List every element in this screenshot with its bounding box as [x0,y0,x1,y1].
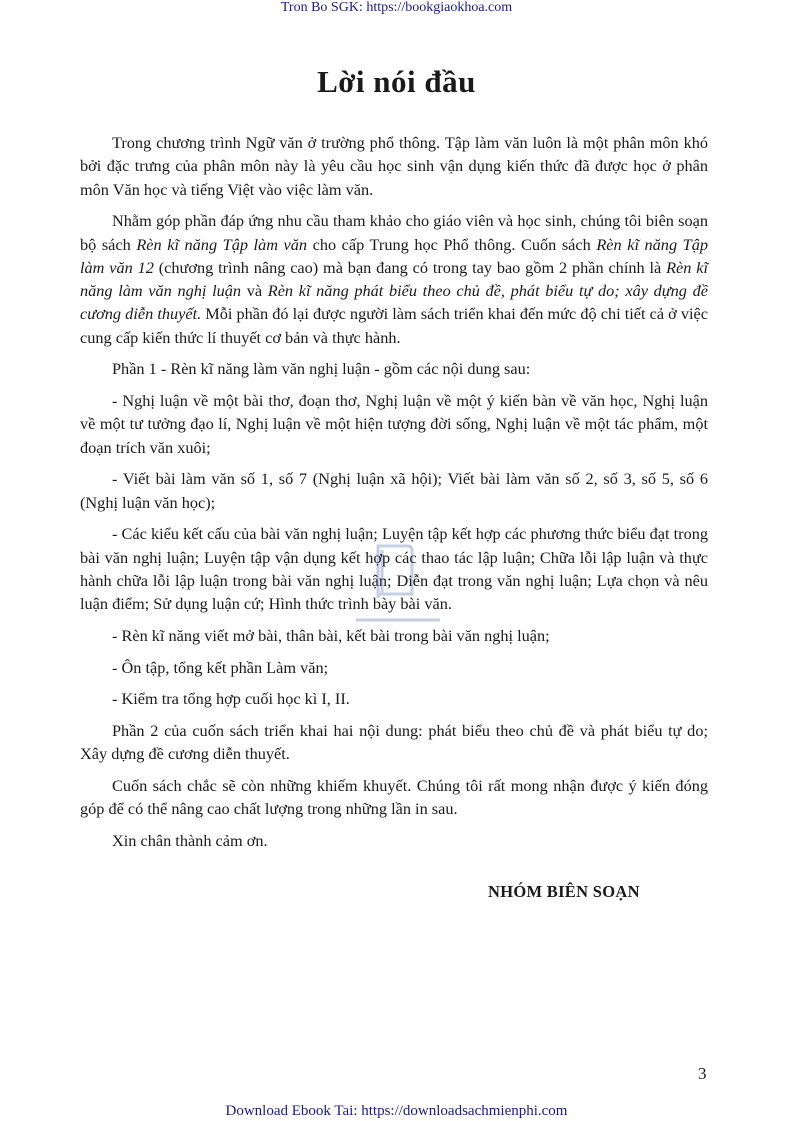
paragraph-part-two: Phần 2 của cuốn sách triển khai hai nội dung: phát biểu theo chủ đề và phát biểu tự do; Xây dựng đề cương diễn thuyết. [80,721,708,764]
header-download-link[interactable]: Tron Bo SGK: https://bookgiaokhoa.com [280,0,513,15]
paragraph-closing: Cuốn sách chắc sẽ còn những khiếm khuyết. Chúng tôi rất mong nhận được ý kiến đóng góp để có thể nâng cao chất lượng trong những lần in sau. [80,776,708,819]
list-item: - Nghị luận về một bài thơ, đoạn thơ, Nghị luận về một ý kiến bàn về văn học, Nghị luận về một tư tưởng đạo lí, Nghị luận về một hiện tượng đời sống, Nghị luận về một tác phẩm, một đoạn trích văn xuôi; [80,391,708,457]
preface-body [80,131,708,861]
author-signature: NHÓM BIÊN SOẠN [488,882,640,901]
paragraph-thanks: Xin chân thành cảm ơn. [112,831,268,851]
part-two-title: Rèn kĩ năng phát biểu theo chủ đề, phát biểu tự do; xây dựng đề cương diễn thuyết. [80,281,708,324]
book-series-title: Rèn kĩ năng Tập làm văn [136,234,308,254]
list-item: - Rèn kĩ năng viết mở bài, thân bài, kết bài trong bài văn nghị luận; [112,625,550,645]
text-run: Mỗi phần đó lại được người làm sách triển khai đến mức độ chi tiết cả ở việc cung cấp kiến thức lí thuyết cơ bản và thực hành. [80,304,708,347]
footer-download-link[interactable]: Download Ebook Tai: https://downloadsachmienphi.com [225,1103,568,1119]
book-watermark-icon [298,536,498,626]
paragraph-book-description [80,209,708,349]
page-title: Lời nói đầu [317,64,476,99]
list-item: - Ôn tập, tổng kết phần Làm văn; [112,657,329,677]
list-item: - Viết bài làm văn số 1, số 7 (Nghị luận xã hội); Viết bài làm văn số 2, số 3, số 5, số 6 (Nghị luận văn học); [80,469,708,512]
text-run: cho cấp Trung học Phổ thông. Cuốn sách [307,234,597,254]
text-run: và [241,281,268,301]
list-item: - Kiểm tra tổng hợp cuối học kì I, II. [112,689,350,709]
paragraph-part-one-heading: Phần 1 - Rèn kĩ năng làm văn nghị luận - gồm các nội dung sau: [112,359,531,379]
list-item: - Các kiểu kết cấu của bài văn nghị luận; Luyện tập kết hợp các phương thức biểu đạt trong bài văn nghị luận; Luyện tập vận dụng kết hợp các thao tác lập luận; Chữa lỗi lập luận và thực hành chữa lỗi lập luận trong bài văn nghị luận; Diễn đạt trong văn nghị luận; Lựa chọn và nêu luận điểm; Sử dụng luận cứ; Hình thức trình bày bài văn. [80,524,708,614]
text-run: (chương trình nâng cao) mà bạn đang có trong tay bao gồm 2 phần chính là [153,257,667,277]
paragraph-intro: Trong chương trình Ngữ văn ở trường phổ thông. Tập làm văn luôn là một phân môn khó bởi đặc trưng của phân môn này là yêu cầu học sinh vận dụng kiến thức đã được học ở phân môn Văn học và tiếng Việt vào việc làm văn. [80,133,708,199]
part-one-title: Rèn kĩ năng làm văn nghị luận [80,257,708,301]
book-title: Rèn kĩ năng Tập làm văn 12 [80,234,708,277]
page-number: 3 [698,1064,707,1083]
text-run: Nhằm góp phần đáp ứng nhu cầu tham khảo cho giáo viên và học sinh, chúng tôi biên soạn bộ sách [80,211,708,254]
